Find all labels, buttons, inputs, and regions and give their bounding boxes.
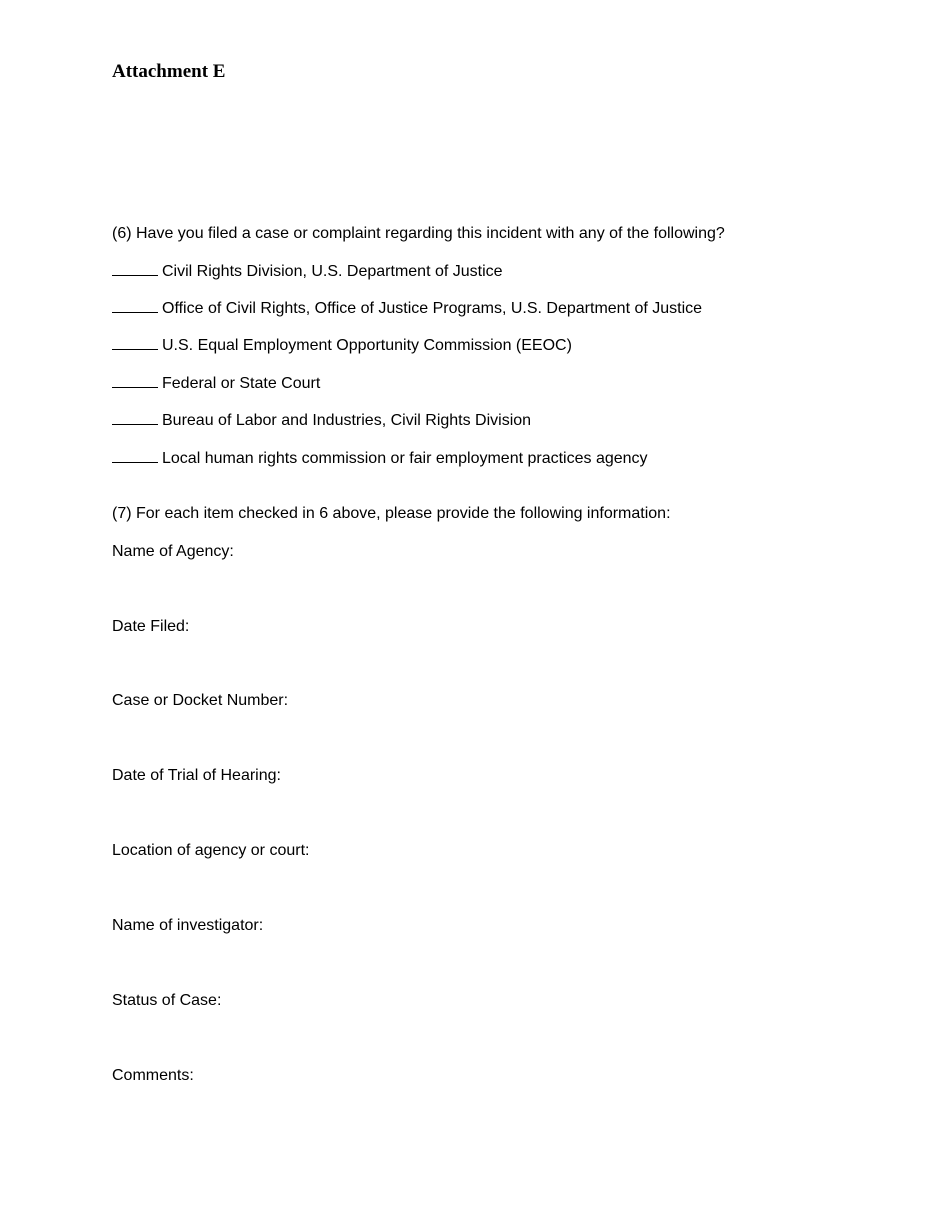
- check-blank[interactable]: [112, 261, 158, 276]
- option-civil-rights-division: [112, 261, 503, 282]
- check-blank[interactable]: [112, 298, 158, 313]
- question-7-text: (7) For each item checked in 6 above, please provide the following information:: [112, 505, 671, 522]
- field-comments: Comments:: [112, 1067, 194, 1084]
- attachment-title: Attachment E: [112, 61, 226, 82]
- option-label: Local human rights commission or fair employment practices agency: [162, 450, 648, 467]
- field-investigator: Name of investigator:: [112, 917, 264, 934]
- question-6-text: (6) Have you filed a case or complaint regarding this incident with any of the following?: [112, 225, 725, 242]
- field-date-of-trial: Date of Trial of Hearing:: [112, 767, 281, 784]
- option-federal-state-court: [112, 373, 320, 394]
- option-eeoc: [112, 335, 572, 356]
- field-date-filed: Date Filed:: [112, 618, 190, 635]
- option-label: Civil Rights Division, U.S. Department of Justice: [162, 263, 503, 280]
- option-local-human-rights: [112, 448, 648, 469]
- field-status-of-case: Status of Case:: [112, 992, 222, 1009]
- field-case-docket-number: Case or Docket Number:: [112, 692, 289, 709]
- option-label: Bureau of Labor and Industries, Civil Rights Division: [162, 412, 532, 429]
- check-blank[interactable]: [112, 410, 158, 425]
- field-name-of-agency: Name of Agency:: [112, 543, 234, 560]
- check-blank[interactable]: [112, 373, 158, 388]
- option-label: Office of Civil Rights, Office of Justice Programs, U.S. Department of Justice: [162, 300, 703, 317]
- check-blank[interactable]: [112, 448, 158, 463]
- field-location: Location of agency or court:: [112, 842, 310, 859]
- option-office-of-civil-rights: [112, 298, 702, 319]
- option-label: U.S. Equal Employment Opportunity Commission (EEOC): [162, 337, 572, 354]
- option-bureau-of-labor: [112, 410, 531, 431]
- check-blank[interactable]: [112, 335, 158, 350]
- option-label: Federal or State Court: [162, 375, 321, 392]
